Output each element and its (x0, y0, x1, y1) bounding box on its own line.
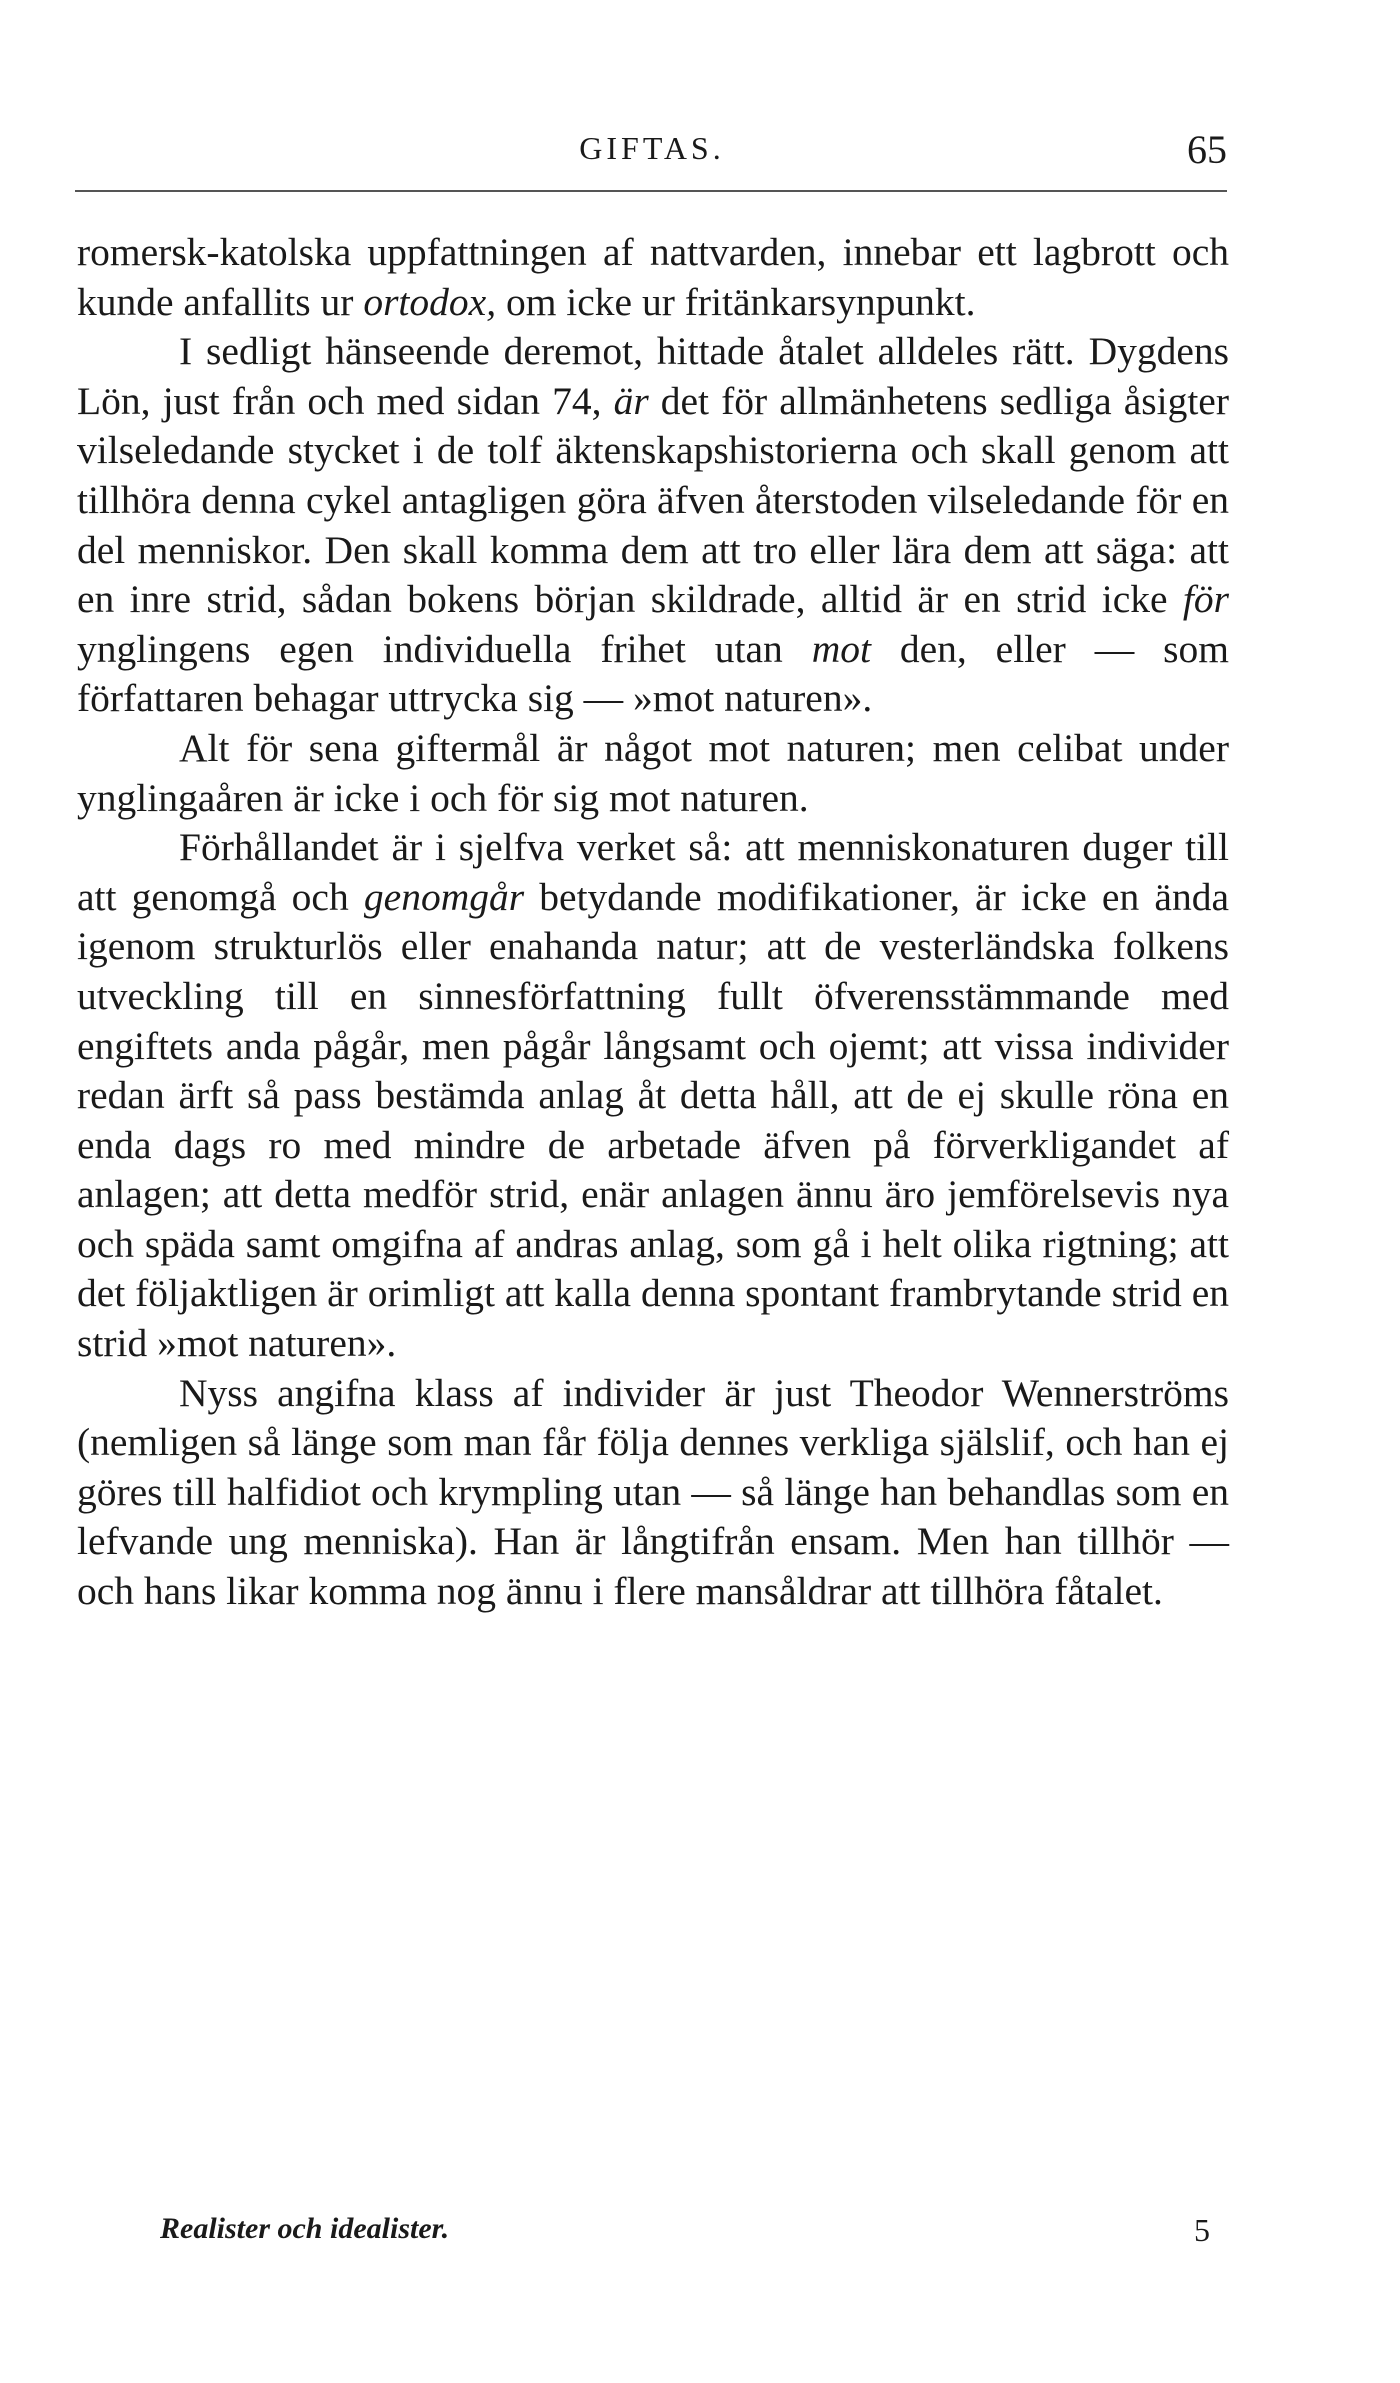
emphasis-text: för (1182, 577, 1229, 622)
body-text (77, 228, 1229, 1617)
text-segment: den, eller — som författaren behagar uttrycka sig — »mot naturen». (77, 626, 1229, 721)
paragraph-p1 (77, 228, 1229, 327)
text-segment: Nyss angifna klass af individer är just Theodor Wennerströms (nemligen så länge som man får följa dennes verkliga själslif, och han ej göres till halfidiot och krympling utan — så länge han behandlas som en lefvande ung menniska). Han är långtifrån ensam. Men han tillhör — och hans likar komma nog ännu i flere mansåldrar att tillhöra fåtalet. (77, 1370, 1229, 1614)
paragraph-p2 (77, 327, 1229, 724)
text-segment: Alt för sena giftermål är något mot naturen; men celibat under ynglingaåren är icke i och för sig mot naturen. (77, 725, 1229, 820)
text-segment: det för allmänhetens sedliga åsigter vilseledande stycket i de tolf äktenskapshistorierna och skall genom att tillhöra denna cykel antagligen göra äfven återstoden vilseledande för en del menniskor. Den skall komma dem att tro eller lära dem att säga: att en inre strid, sådan bokens början skildrade, alltid är en strid icke (77, 378, 1229, 622)
text-segment: betydande modifikationer, är icke en ända igenom strukturlös eller enahanda natur; att de vesterländska folkens utveckling till en sinnesförfattning fullt öfverensstämmande med engiftets anda pågår, men pågår långsamt och ojemt; att vissa individer redan ärft så pass bestämda anlag åt detta håll, att de ej skulle röna en enda dags ro med mindre de arbetade äfven på förverkligandet af anlagen; att detta medför strid, enär anlagen ännu äro jemförelsevis nya och späda samt omgifna af andras anlag, som gå i helt olika rigtning; att det följaktligen är orimligt att kalla denna spontant frambrytande strid en strid »mot naturen». (77, 874, 1229, 1366)
text-segment: om icke ur fritänkarsynpunkt. (496, 279, 976, 324)
text-segment: romersk-katolska uppfattningen af nattvarden, innebar ett lagbrott och kunde anfallits ur (77, 230, 1229, 324)
header-rule (75, 190, 1227, 192)
emphasis-text: genomgår (363, 874, 525, 919)
emphasis-text: ortodox, (363, 279, 497, 324)
signature-title: Realister och idealister. (160, 2212, 450, 2245)
paragraph-p4 (77, 823, 1229, 1369)
text-segment: ynglingens egen individuella frihet utan (77, 626, 812, 671)
paragraph-p5 (77, 1369, 1229, 1617)
running-title: GIFTAS. (579, 130, 725, 166)
emphasis-text: mot (811, 626, 871, 671)
page-number: 65 (1187, 127, 1227, 172)
signature-mark: 5 (1194, 2212, 1210, 2248)
paragraph-p3 (77, 724, 1229, 823)
running-head (77, 118, 1227, 178)
emphasis-text: är (613, 378, 649, 423)
text-segment: Förhållandet är i sjelfva verket så: att menniskonaturen duger till att genomgå och (77, 825, 1229, 919)
page-footer (160, 2212, 1210, 2262)
text-segment: I sedligt hänseende deremot, hittade åtalet alldeles rätt. Dygdens Lön, just från och med sidan 74, (77, 329, 1229, 423)
